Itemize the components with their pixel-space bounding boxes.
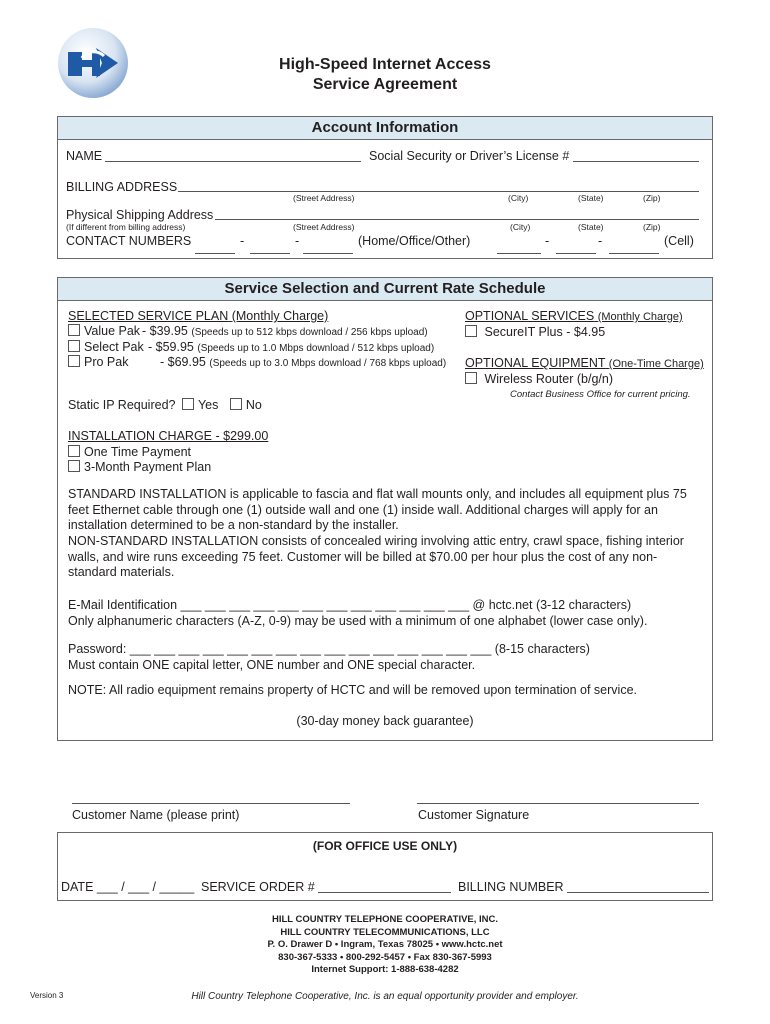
nonstandard-installation-text: NON-STANDARD INSTALLATION consists of concealed wiring involving attic entry, crawl space, fishing interior walls, and wire runs exceeding 75 feet. Customer will be billed at $70.00 per hour plus the cost of any non-standard materials. <box>68 534 684 579</box>
installation-charge-heading: INSTALLATION CHARGE - $299.00 <box>68 429 269 443</box>
contact-numbers-label: CONTACT NUMBERS <box>66 234 192 248</box>
customer-name-label: Customer Name (please print) <box>72 808 240 822</box>
plan-pro-pak[interactable]: Pro Pak - $69.95 (Speeds up to 3.0 Mbps download / 768 kbps upload) <box>68 355 446 369</box>
secureit-plus-option[interactable]: SecureIT Plus - $4.95 <box>465 325 605 339</box>
email-rule: Only alphanumeric characters (A-Z, 0-9) may be used with a minimum of one alphabet (lower case only). <box>68 614 648 628</box>
plan-select-pak[interactable]: Select Pak - $59.95 (Speeds up to 1.0 Mbps download / 512 kbps upload) <box>68 340 434 354</box>
billing-address-field[interactable] <box>178 191 699 192</box>
billing-number-label: BILLING NUMBER <box>458 880 564 894</box>
email-identification-row[interactable]: E-Mail Identification ___ ___ ___ ___ ___ ___ ___ ___ ___ ___ ___ ___ @ hctc.net (3-12 characters) <box>68 598 632 612</box>
wireless-router-checkbox[interactable] <box>465 372 477 384</box>
customer-signature-line[interactable] <box>417 803 699 804</box>
static-ip-row: Static IP Required? Yes No <box>68 398 262 412</box>
dash: - <box>545 234 550 248</box>
email-blanks: ___ ___ ___ ___ ___ ___ ___ ___ ___ ___ ___ ___ <box>180 598 470 612</box>
city-hint-2: (City) <box>510 222 531 232</box>
password-row[interactable]: Password: ___ ___ ___ ___ ___ ___ ___ ___ ___ ___ ___ ___ ___ ___ ___ (8-15 characters) <box>68 642 590 656</box>
state-hint-2: (State) <box>578 222 604 232</box>
one-time-payment-checkbox[interactable] <box>68 445 80 457</box>
optional-services-heading: OPTIONAL SERVICES (Monthly Charge) <box>465 309 683 323</box>
service-order-label: SERVICE ORDER # <box>201 880 315 894</box>
dash: - <box>598 234 603 248</box>
optional-equipment-heading: OPTIONAL EQUIPMENT (One-Time Charge) <box>465 356 704 370</box>
service-order-field[interactable] <box>318 892 451 893</box>
pro-pak-checkbox[interactable] <box>68 355 80 367</box>
company-info: HILL COUNTRY TELEPHONE COOPERATIVE, INC. HILL COUNTRY TELECOMMUNICATIONS, LLC P. O. Drawer D • Ingram, Texas 78025 • www.hctc.net 830-367-5333 • 800-292-5457 • Fax 830-367-5993 Internet Support: 1-888-638-4282 <box>267 914 503 975</box>
static-ip-no-checkbox[interactable] <box>230 398 242 410</box>
shipping-address-field[interactable] <box>215 219 699 220</box>
static-ip-yes-checkbox[interactable] <box>182 398 194 410</box>
selected-plan-heading: SELECTED SERVICE PLAN (Monthly Charge) <box>68 309 329 323</box>
customer-signature-label: Customer Signature <box>418 808 530 822</box>
zip-hint-2: (Zip) <box>643 222 661 232</box>
three-month-plan-checkbox[interactable] <box>68 460 80 472</box>
wireless-router-option[interactable]: Wireless Router (b/g/n) <box>465 372 613 386</box>
home-office-other-label: (Home/Office/Other) <box>358 234 471 248</box>
billing-number-field[interactable] <box>567 892 709 893</box>
office-use-heading: (FOR OFFICE USE ONLY) <box>312 839 458 853</box>
cell-line-field[interactable] <box>609 253 659 254</box>
dash: - <box>295 234 300 248</box>
three-month-plan-option[interactable]: 3-Month Payment Plan <box>68 460 211 474</box>
service-heading: Service Selection and Current Rate Schedule <box>58 278 712 301</box>
password-blanks: ___ ___ ___ ___ ___ ___ ___ ___ ___ ___ ___ ___ ___ ___ ___ <box>129 642 492 656</box>
standard-installation-text: STANDARD INSTALLATION is applicable to fascia and flat wall mounts only, and includes all equipment plus 75 feet Ethernet cable through one (1) outside wall and one (1) inside wall. Additional charges will apply for an installation determined to be a non-standard by the installer. <box>68 487 687 532</box>
pricing-note: Contact Business Office for current pricing. <box>510 389 691 400</box>
page-title: High-Speed Internet Access Service Agreement <box>279 56 491 93</box>
city-hint: (City) <box>508 193 529 203</box>
secureit-checkbox[interactable] <box>465 325 477 337</box>
equal-opportunity-statement: Hill Country Telephone Cooperative, Inc. is an equal opportunity provider and employer. <box>191 991 579 1002</box>
shipping-address-label: Physical Shipping Address <box>66 208 214 222</box>
version-label: Version 3 <box>30 991 64 1000</box>
dash: - <box>240 234 245 248</box>
home-line-field[interactable] <box>303 253 353 254</box>
account-heading: Account Information <box>58 117 712 140</box>
select-pak-checkbox[interactable] <box>68 340 80 352</box>
password-rule: Must contain ONE capital letter, ONE number and ONE special character. <box>68 658 476 672</box>
date-blanks: ___ / ___ / _____ <box>96 880 195 894</box>
zip-hint: (Zip) <box>643 193 661 203</box>
cell-area-code-field[interactable] <box>497 253 541 254</box>
office-use-row[interactable]: DATE ___ / ___ / _____ <box>61 880 195 894</box>
customer-name-line[interactable] <box>72 803 350 804</box>
home-prefix-field[interactable] <box>250 253 290 254</box>
street-hint-2: (Street Address) <box>293 222 355 232</box>
name-label: NAME <box>66 149 103 163</box>
billing-address-label: BILLING ADDRESS <box>66 180 178 194</box>
value-pak-checkbox[interactable] <box>68 324 80 336</box>
cell-prefix-field[interactable] <box>556 253 596 254</box>
ssn-field[interactable] <box>573 161 699 162</box>
name-field[interactable] <box>105 161 361 162</box>
cell-label: (Cell) <box>664 234 694 248</box>
shipping-note: (If different from billing address) <box>66 222 186 232</box>
ssn-label: Social Security or Driver’s License # <box>369 149 570 163</box>
money-back-guarantee: (30-day money back guarantee) <box>296 714 474 728</box>
plan-value-pak[interactable]: Value Pak - $39.95 (Speeds up to 512 kbps download / 256 kbps upload) <box>68 324 428 338</box>
radio-equipment-note: NOTE: All radio equipment remains property of HCTC and will be removed upon termination of service. <box>68 683 638 697</box>
one-time-payment-option[interactable]: One Time Payment <box>68 445 191 459</box>
state-hint: (State) <box>578 193 604 203</box>
street-hint: (Street Address) <box>293 193 355 203</box>
home-area-code-field[interactable] <box>195 253 235 254</box>
